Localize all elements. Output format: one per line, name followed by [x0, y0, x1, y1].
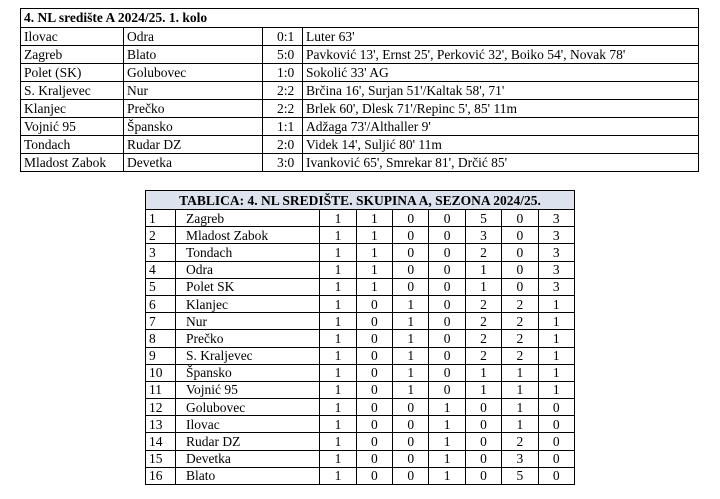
played: 1 — [320, 227, 356, 244]
goals-against: 0 — [502, 244, 538, 261]
standings-title: TABLICA: 4. NL SREDIŠTE. SKUPINA A, SEZONA 2024/25. — [146, 191, 575, 210]
position: 6 — [146, 295, 176, 312]
match-score: 0:1 — [263, 28, 303, 46]
losses: 1 — [429, 399, 465, 416]
wins: 0 — [356, 295, 392, 312]
team-name: Prečko — [175, 330, 319, 347]
position: 11 — [146, 381, 176, 398]
losses: 0 — [429, 330, 465, 347]
goals-against: 0 — [502, 227, 538, 244]
draws: 0 — [393, 450, 429, 467]
goal-scorers: Ivanković 65', Smrekar 81', Drčić 85' — [303, 154, 699, 172]
goals-for: 2 — [465, 347, 501, 364]
standings-row — [146, 210, 575, 227]
played: 1 — [320, 416, 356, 433]
position: 16 — [146, 467, 176, 484]
goals-for: 1 — [465, 381, 501, 398]
losses: 0 — [429, 244, 465, 261]
match-score: 2:0 — [263, 136, 303, 154]
standings-row — [146, 450, 575, 467]
played: 1 — [320, 450, 356, 467]
played: 1 — [320, 313, 356, 330]
goals-for: 3 — [465, 227, 501, 244]
goals-against: 1 — [502, 416, 538, 433]
played: 1 — [320, 364, 356, 381]
wins: 1 — [356, 244, 392, 261]
goals-against: 0 — [502, 210, 538, 227]
losses: 0 — [429, 381, 465, 398]
wins: 1 — [356, 227, 392, 244]
standings-row — [146, 278, 575, 295]
goals-against: 2 — [502, 330, 538, 347]
match-row — [21, 46, 699, 64]
draws: 0 — [393, 467, 429, 484]
team-name: Odra — [175, 261, 319, 278]
points: 1 — [538, 330, 574, 347]
standings-row — [146, 364, 575, 381]
away-team: Špansko — [124, 118, 263, 136]
wins: 0 — [356, 399, 392, 416]
points: 0 — [538, 433, 574, 450]
position: 14 — [146, 433, 176, 450]
match-score: 1:1 — [263, 118, 303, 136]
goal-scorers: Videk 14', Suljić 80' 11m — [303, 136, 699, 154]
goals-against: 0 — [502, 261, 538, 278]
draws: 1 — [393, 364, 429, 381]
match-row — [21, 154, 699, 172]
points: 1 — [538, 364, 574, 381]
team-name: S. Kraljevec — [175, 347, 319, 364]
wins: 1 — [356, 261, 392, 278]
goal-scorers: Adžaga 73'/Althaller 9' — [303, 118, 699, 136]
wins: 0 — [356, 467, 392, 484]
position: 8 — [146, 330, 176, 347]
position: 3 — [146, 244, 176, 261]
points: 0 — [538, 467, 574, 484]
team-name: Mladost Zabok — [175, 227, 319, 244]
match-score: 5:0 — [263, 46, 303, 64]
position: 9 — [146, 347, 176, 364]
wins: 0 — [356, 330, 392, 347]
position: 15 — [146, 450, 176, 467]
match-row — [21, 28, 699, 46]
draws: 0 — [393, 278, 429, 295]
draws: 0 — [393, 261, 429, 278]
goals-against: 2 — [502, 295, 538, 312]
away-team: Odra — [124, 28, 263, 46]
points: 1 — [538, 347, 574, 364]
points: 0 — [538, 399, 574, 416]
draws: 0 — [393, 244, 429, 261]
played: 1 — [320, 330, 356, 347]
team-name: Devetka — [175, 450, 319, 467]
points: 3 — [538, 210, 574, 227]
losses: 0 — [429, 210, 465, 227]
match-row — [21, 82, 699, 100]
goals-against: 1 — [502, 381, 538, 398]
wins: 1 — [356, 278, 392, 295]
team-name: Polet SK — [175, 278, 319, 295]
points: 1 — [538, 295, 574, 312]
match-row — [21, 118, 699, 136]
team-name: Klanjec — [175, 295, 319, 312]
played: 1 — [320, 210, 356, 227]
draws: 0 — [393, 210, 429, 227]
standings-row — [146, 347, 575, 364]
losses: 1 — [429, 433, 465, 450]
draws: 1 — [393, 313, 429, 330]
standings-row — [146, 416, 575, 433]
team-name: Vojnić 95 — [175, 381, 319, 398]
goals-against: 5 — [502, 467, 538, 484]
team-name: Golubovec — [175, 399, 319, 416]
goal-scorers: Brčina 16', Surjan 51'/Kaltak 58', 71' — [303, 82, 699, 100]
goals-for: 1 — [465, 261, 501, 278]
standings-table — [145, 190, 575, 485]
standings-row — [146, 433, 575, 450]
losses: 0 — [429, 227, 465, 244]
standings-row — [146, 244, 575, 261]
away-team: Golubovec — [124, 64, 263, 82]
home-team: Tondach — [21, 136, 124, 154]
draws: 0 — [393, 416, 429, 433]
points: 0 — [538, 450, 574, 467]
home-team: Zagreb — [21, 46, 124, 64]
goals-for: 0 — [465, 467, 501, 484]
standings-row — [146, 467, 575, 484]
wins: 0 — [356, 433, 392, 450]
away-team: Blato — [124, 46, 263, 64]
draws: 1 — [393, 347, 429, 364]
wins: 0 — [356, 313, 392, 330]
standings-row — [146, 295, 575, 312]
goals-for: 0 — [465, 416, 501, 433]
match-row — [21, 136, 699, 154]
team-name: Ilovac — [175, 416, 319, 433]
away-team: Nur — [124, 82, 263, 100]
standings-row — [146, 330, 575, 347]
standings-row — [146, 381, 575, 398]
position: 7 — [146, 313, 176, 330]
results-table — [20, 8, 699, 172]
position: 1 — [146, 210, 176, 227]
goals-for: 0 — [465, 399, 501, 416]
goals-for: 5 — [465, 210, 501, 227]
away-team: Rudar DZ — [124, 136, 263, 154]
home-team: Klanjec — [21, 100, 124, 118]
home-team: Mladost Zabok — [21, 154, 124, 172]
position: 10 — [146, 364, 176, 381]
draws: 1 — [393, 330, 429, 347]
played: 1 — [320, 261, 356, 278]
losses: 0 — [429, 364, 465, 381]
draws: 1 — [393, 295, 429, 312]
match-score: 2:2 — [263, 82, 303, 100]
team-name: Tondach — [175, 244, 319, 261]
standings-row — [146, 313, 575, 330]
position: 12 — [146, 399, 176, 416]
goals-for: 0 — [465, 433, 501, 450]
home-team: Polet (SK) — [21, 64, 124, 82]
away-team: Devetka — [124, 154, 263, 172]
away-team: Prečko — [124, 100, 263, 118]
losses: 0 — [429, 278, 465, 295]
points: 0 — [538, 416, 574, 433]
played: 1 — [320, 295, 356, 312]
points: 3 — [538, 227, 574, 244]
goals-for: 0 — [465, 450, 501, 467]
draws: 0 — [393, 433, 429, 450]
losses: 1 — [429, 467, 465, 484]
match-row — [21, 64, 699, 82]
results-title: 4. NL središte A 2024/25. 1. kolo — [21, 9, 699, 28]
goals-for: 2 — [465, 295, 501, 312]
home-team: S. Kraljevec — [21, 82, 124, 100]
goals-against: 1 — [502, 364, 538, 381]
standings-row — [146, 399, 575, 416]
draws: 0 — [393, 399, 429, 416]
position: 13 — [146, 416, 176, 433]
wins: 0 — [356, 347, 392, 364]
goal-scorers: Brlek 60', Dlesk 71'/Repinc 5', 85' 11m — [303, 100, 699, 118]
wins: 0 — [356, 381, 392, 398]
goal-scorers: Luter 63' — [303, 28, 699, 46]
wins: 0 — [356, 450, 392, 467]
wins: 0 — [356, 364, 392, 381]
played: 1 — [320, 433, 356, 450]
home-team: Vojnić 95 — [21, 118, 124, 136]
goals-for: 2 — [465, 313, 501, 330]
played: 1 — [320, 278, 356, 295]
points: 3 — [538, 244, 574, 261]
standings-row — [146, 227, 575, 244]
goals-against: 3 — [502, 450, 538, 467]
losses: 0 — [429, 261, 465, 278]
goal-scorers: Sokolić 33' AG — [303, 64, 699, 82]
goals-for: 1 — [465, 278, 501, 295]
goals-against: 0 — [502, 278, 538, 295]
position: 4 — [146, 261, 176, 278]
points: 3 — [538, 278, 574, 295]
position: 5 — [146, 278, 176, 295]
draws: 0 — [393, 227, 429, 244]
team-name: Nur — [175, 313, 319, 330]
standings-row — [146, 261, 575, 278]
match-score: 3:0 — [263, 154, 303, 172]
draws: 1 — [393, 381, 429, 398]
played: 1 — [320, 381, 356, 398]
match-row — [21, 100, 699, 118]
points: 3 — [538, 261, 574, 278]
goals-for: 1 — [465, 364, 501, 381]
losses: 1 — [429, 450, 465, 467]
goals-against: 2 — [502, 313, 538, 330]
position: 2 — [146, 227, 176, 244]
standings-title-row — [146, 191, 575, 210]
team-name: Rudar DZ — [175, 433, 319, 450]
goals-against: 2 — [502, 433, 538, 450]
losses: 1 — [429, 416, 465, 433]
points: 1 — [538, 381, 574, 398]
match-score: 2:2 — [263, 100, 303, 118]
goals-for: 2 — [465, 244, 501, 261]
goal-scorers: Pavković 13', Ernst 25', Perković 32', Boiko 54', Novak 78' — [303, 46, 699, 64]
team-name: Blato — [175, 467, 319, 484]
wins: 1 — [356, 210, 392, 227]
wins: 0 — [356, 416, 392, 433]
team-name: Špansko — [175, 364, 319, 381]
points: 1 — [538, 313, 574, 330]
played: 1 — [320, 467, 356, 484]
losses: 0 — [429, 313, 465, 330]
played: 1 — [320, 399, 356, 416]
played: 1 — [320, 244, 356, 261]
played: 1 — [320, 347, 356, 364]
team-name: Zagreb — [175, 210, 319, 227]
losses: 0 — [429, 295, 465, 312]
goals-against: 2 — [502, 347, 538, 364]
results-title-row — [21, 9, 699, 28]
losses: 0 — [429, 347, 465, 364]
home-team: Ilovac — [21, 28, 124, 46]
goals-against: 1 — [502, 399, 538, 416]
goals-for: 2 — [465, 330, 501, 347]
match-score: 1:0 — [263, 64, 303, 82]
